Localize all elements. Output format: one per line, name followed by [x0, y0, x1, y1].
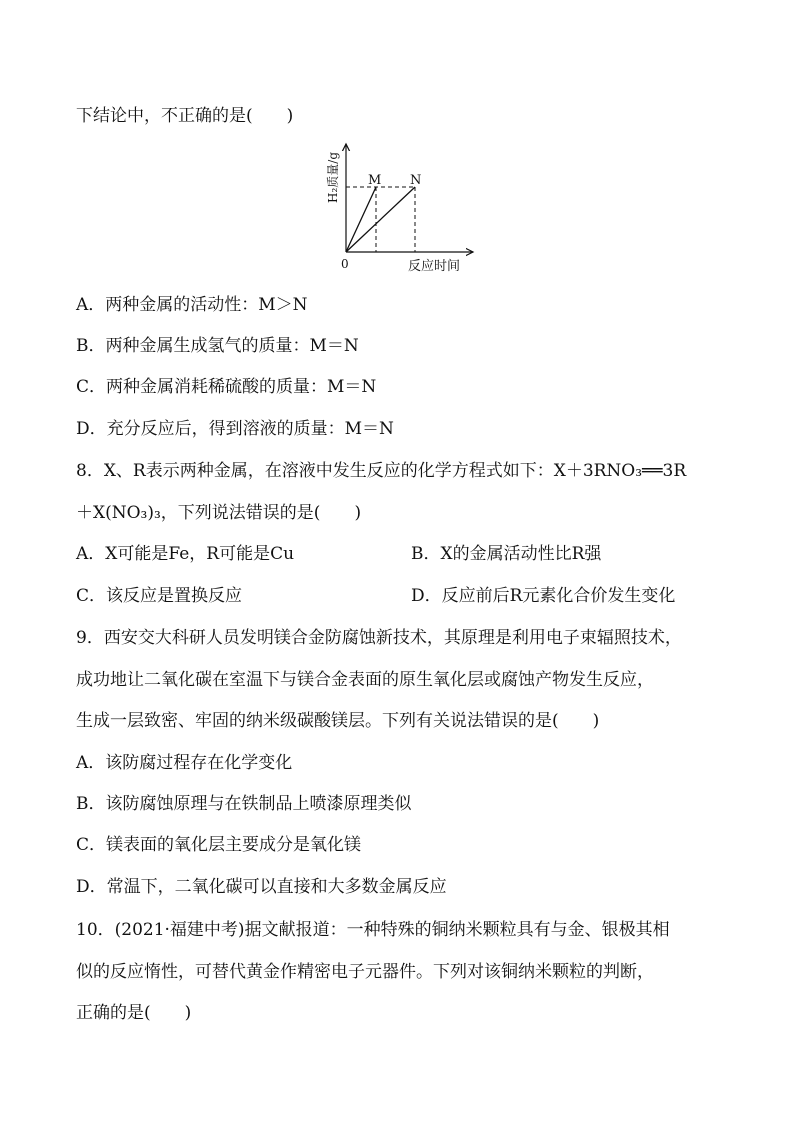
q10-stem-line3: 正确的是( ) [76, 1003, 192, 1023]
q9-option-c: C．镁表面的氧化层主要成分是氧化镁 [76, 835, 362, 855]
origin-label: 0 [341, 257, 349, 271]
q7-option-b: B．两种金属生成氢气的质量：M＝N [76, 336, 359, 356]
q10-stem-line1: 10．(2021·福建中考)据文献报道：一种特殊的铜纳米颗粒具有与金、银极其相 [76, 920, 670, 940]
q9-option-b: B．该防腐蚀原理与在铁制品上喷漆原理类似 [76, 794, 412, 814]
line-m [346, 187, 376, 252]
line-n [346, 187, 415, 252]
q9-stem-line2: 成功地让二氧化碳在室温下与镁合金表面的原生氧化层或腐蚀产物发生反应， [76, 670, 654, 690]
q9-option-d: D．常温下，二氧化碳可以直接和大多数金属反应 [76, 877, 447, 897]
q10-stem-line2: 似的反应惰性，可替代黄金作精密电子元器件。下列对该铜纳米颗粒的判断， [76, 962, 654, 982]
q9-option-a: A．该防腐过程存在化学变化 [76, 753, 293, 773]
q7-option-c: C．两种金属消耗稀硫酸的质量：M＝N [76, 377, 377, 397]
x-axis-label: 反应时间 [408, 259, 461, 274]
q9-stem-line1: 9．西安交大科研人员发明镁合金防腐蚀新技术，其原理是利用电子束辐照技术， [76, 628, 682, 648]
q9-stem-line3: 生成一层致密、牢固的纳米级碳酸镁层。下列有关说法错误的是( ) [76, 711, 600, 731]
q7-option-d: D．充分反应后，得到溶液的质量：M＝N [76, 419, 394, 439]
label-m: M [368, 173, 382, 188]
q8-option-d: D．反应前后R元素化合价发生变化 [411, 586, 676, 606]
q7-stem: 下结论中，不正确的是( ) [76, 106, 294, 126]
q8-stem-line2: ＋X(NO₃)₃，下列说法错误的是( ) [76, 503, 362, 523]
label-n: N [410, 173, 422, 188]
q8-option-c: C．该反应是置换反应 [76, 586, 243, 606]
q8-option-b: B．X的金属活动性比R强 [411, 544, 602, 564]
q7-option-a: A．两种金属的活动性：M＞N [76, 295, 308, 315]
q8-stem-line1: 8．X、R表示两种金属，在溶液中发生反应的化学方程式如下：X＋3RNO₃══3R [76, 461, 687, 481]
y-axis-label: H₂质量/g [326, 151, 340, 203]
q8-option-a: A．X可能是Fe，R可能是Cu [76, 544, 295, 564]
h2-mass-time-graph [318, 140, 478, 275]
